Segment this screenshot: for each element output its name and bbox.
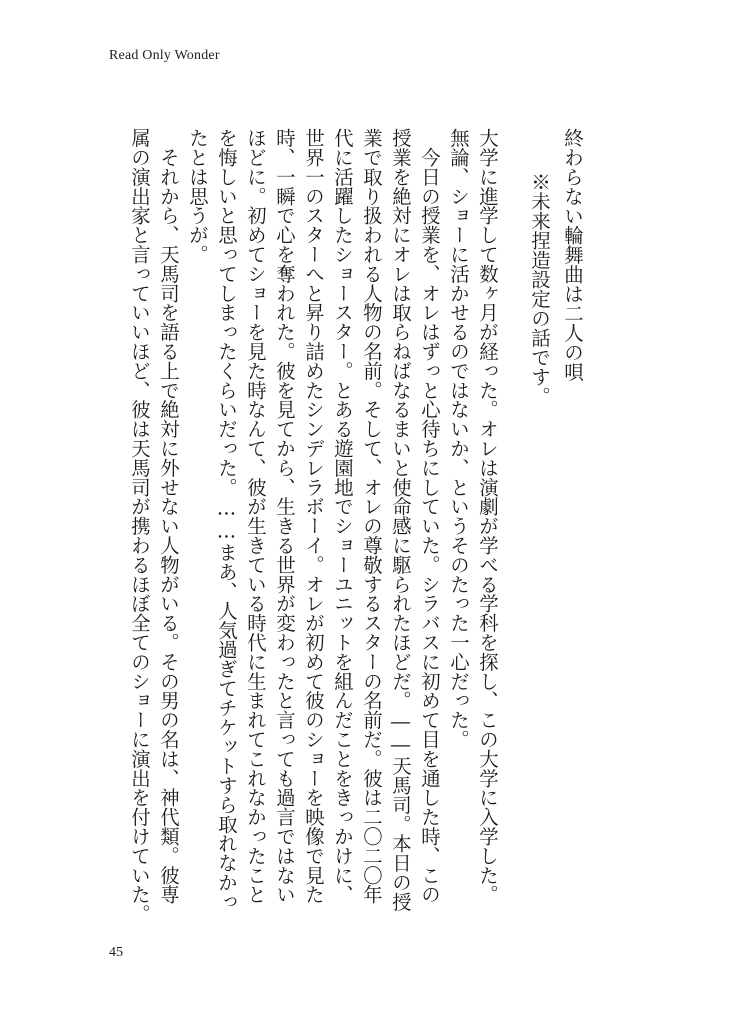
- story-title: 終わらない輪舞曲は二人の唄: [561, 128, 584, 382]
- body-line-3: 今日の授業を、オレはずっと心待ちにしていた。シラバスに初めて目を通した時、この: [418, 128, 441, 904]
- body-line-11: たとは思うが。: [186, 128, 209, 264]
- body-line-10: を悔しいと思ってしまったくらいだった。……まあ、人気過ぎてチケットすら取れなかっ: [215, 128, 238, 912]
- body-line-1: 大学に進学して数ヶ月が経った。オレは演劇が学べる学科を探し、この大学に入学した。: [476, 128, 499, 904]
- body-line-12: それから、天馬司を語る上で絶対に外せない人物がいる。その男の名は、神代類。彼専: [157, 128, 180, 904]
- body-line-8: 時、一瞬で心を奪われた。彼を見てから、生きる世界が変わったと言っても過言ではない: [273, 128, 296, 904]
- setting-note: ※未来捏造設定の話です。: [528, 172, 551, 406]
- body-line-4: 授業を絶対にオレは取らねばなるまいと使命感に駆られたほどだ。――天馬司。本日の授: [389, 128, 412, 912]
- page-number: 45: [109, 945, 123, 960]
- body-line-6: 代に活躍したショースター。とある遊園地でショーユニットを組んだことをきっかけに、: [331, 128, 354, 904]
- body-line-13: 属の演出家と言っていいほど、彼は天馬司が携わるほぼ全てのショーに演出を付けていた。: [128, 128, 151, 924]
- body-line-2: 無論、ショーに活かせるのではないか、というそのたった一心だった。: [447, 128, 470, 749]
- running-head: Read Only Wonder: [109, 48, 220, 63]
- body-line-5: 業で取り扱われる人物の名前。そして、オレの尊敬するスターの名前だ。彼は二〇二〇年: [360, 128, 383, 904]
- body-line-9: ほどに。初めてショーを見た時なんて、彼が生きている時代に生まれてこれなかったこと: [244, 128, 267, 904]
- body-line-7: 世界一のスターへと昇り詰めたシンデレラボーイ。オレが初めて彼のショーを映像で見た: [302, 128, 325, 904]
